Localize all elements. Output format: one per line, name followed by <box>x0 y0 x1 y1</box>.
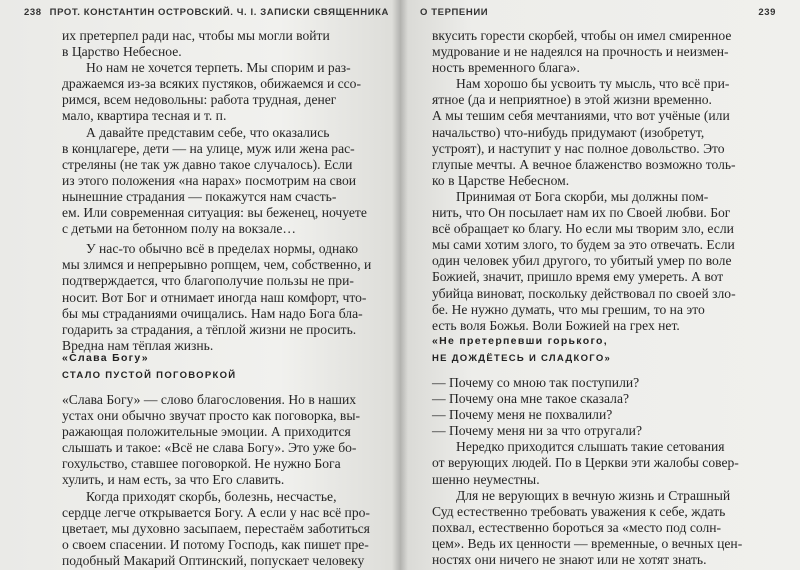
text-line: ем. Или современная ситуация: вы беженец, ночуете <box>62 205 367 221</box>
text-line: Для не верующих в вечную жизнь и Страшный <box>456 487 731 503</box>
text-line: ятное (да и неприятное) в этой жизни временно. <box>432 92 712 108</box>
text-line: от верующих людей. По в Церкви эти жалобы совер- <box>432 455 739 471</box>
text-line: Принимая от Бога скорби, мы должны пом- <box>456 188 709 204</box>
text-line: Но нам не хочется терпеть. Мы спорим и раз- <box>86 60 351 76</box>
text-line: бы мы страданиями очищались. Нам надо Бога бла- <box>62 305 363 321</box>
text-line: сердце легче открывается Богу. А если у нас всё про- <box>62 504 370 520</box>
heading-line: «Слава Богу» <box>62 352 149 364</box>
left-running-head-text: ПРОТ. КОНСТАНТИН ОСТРОВСКИЙ. Ч. I. ЗАПИСКИ СВЯЩЕННИКА <box>49 6 390 18</box>
text-line: У нас-то обычно всё в пределах нормы, однако <box>86 241 359 257</box>
text-line: А мы тешим себя мечтаниями, что вот учёные (или <box>432 108 730 124</box>
text-line: с детьми на бетонном полу на вокзале… <box>62 221 296 237</box>
left-page-number: 238 <box>24 6 42 18</box>
text-line: Суд естественно требовать уважения к себе, ждать <box>432 503 726 519</box>
right-text-block-a <box>432 28 736 334</box>
text-line: «Слава Богу» — слово благословения. Но в наших <box>62 392 357 407</box>
text-line: подобный Макарий Оптинский, попускает человеку <box>62 552 365 568</box>
right-page-number: 239 <box>758 6 776 18</box>
text-line: А давайте представим себе, что оказались <box>86 124 330 140</box>
text-line: цем». Ведь их ценности — временные, о вечных цен- <box>432 535 743 551</box>
left-text-block-a <box>62 28 372 354</box>
dialogue-line: — Почему меня не похвалили? <box>432 407 613 423</box>
text-line: Нередко приходится слышать такие сетования <box>456 439 725 455</box>
text-line: стреляны (не так уж давно такое случалось). Если <box>62 156 353 172</box>
text-line: устроят), и наступит у нас полное довольство. Это <box>432 140 725 156</box>
dialogue-line: — Почему меня ни за что отругали? <box>432 423 642 439</box>
left-text-block-b <box>62 392 370 569</box>
text-line: ражающая положительные эмоции. А приходится <box>62 424 351 440</box>
text-line: нить, что Он посылает нам их по Своей любви. Бог <box>432 205 731 221</box>
text-line: хулить, и нам есть, за что Его славить. <box>62 472 285 488</box>
text-line: есть воля Божья. Воли Божией на грех нет. <box>432 317 680 333</box>
heading-line: НЕ ДОЖДЁТЕСЬ И СЛАДКОГО» <box>432 353 612 364</box>
heading-line: «Не претерпевши горького, <box>432 335 608 347</box>
left-section-heading <box>62 350 362 384</box>
text-line: цветает, мы духовно засыпаем, перестаём заботиться <box>62 520 370 536</box>
dialogue-line: — Почему она мне такое сказала? <box>432 391 630 407</box>
right-text-block-b <box>432 375 743 568</box>
text-line: в концлагере, дети — на улице, муж или жена рас- <box>62 140 355 156</box>
text-line: ностях они ничего не знают или не хотят знать. <box>432 552 707 568</box>
text-line: Вредна нам тёплая жизнь. <box>62 337 214 353</box>
text-line: нынешние страдания — покажутся нам счасть- <box>62 188 337 204</box>
text-line: о своем спасении. И потому Господь, как пишет пре- <box>62 536 369 552</box>
book-gutter <box>392 0 408 570</box>
text-line: годарить за страдания, а тёплой жизни не просить. <box>62 321 357 337</box>
right-section-heading <box>432 333 732 367</box>
text-line: шенно неуместны. <box>432 471 540 487</box>
text-line: бе. Не нужно думать, что мы грешим, то на это <box>432 301 705 317</box>
text-line: Нам хорошо бы усвоить ту мысль, что всё при- <box>456 76 730 92</box>
heading-line: СТАЛО ПУСТОЙ ПОГОВОРКОЙ <box>62 370 237 381</box>
text-line: дражаемся из-за всяких пустяков, обижаемся и ссо- <box>62 76 362 92</box>
right-running-head <box>420 4 776 20</box>
text-line: один человек убил другого, то убитый умер по воле <box>432 253 732 269</box>
text-line: из этого положения «на нарах» посмотрим на свои <box>62 172 357 188</box>
dialogue-line: — Почему со мною так поступили? <box>432 375 640 390</box>
text-line: мы злимся и непрерывно ропщем, чем, собственно, и <box>62 257 372 273</box>
left-running-head <box>24 4 390 20</box>
text-line: Божией, значит, пришло время ему умереть. А вот <box>432 269 724 285</box>
text-line: гохульство, ставшее поговоркой. Не нужно Бога <box>62 456 341 472</box>
text-line: всё обращает ко благу. Но если мы творим зло, если <box>432 221 734 237</box>
text-line: устах они обычно звучат просто как поговорка, вы- <box>62 408 361 424</box>
text-line: ность временного блага». <box>432 60 580 76</box>
text-line: глупые мечты. А вечное блаженство возможно толь- <box>432 156 736 172</box>
text-line: мы сами хотим злого, то будем за это отвечать. Если <box>432 237 735 253</box>
text-line: их претерпел ради нас, чтобы мы могли войти <box>62 28 330 43</box>
right-running-head-text: О ТЕРПЕНИИ <box>420 6 489 18</box>
text-line: убийца виноват, поскольку действовал по своей зло- <box>432 285 736 301</box>
text-line: вкусить горести скорбей, чтобы он имел смиренное <box>432 28 732 43</box>
text-line: мудрование и не надеялся на прочность и неизмен- <box>432 44 729 60</box>
text-line: подтверждается, что благополучие пользы не при- <box>62 273 354 289</box>
text-line: в Царство Небесное. <box>62 44 182 60</box>
text-line: начальство) что-нибудь придумают (изобретут, <box>432 124 705 140</box>
text-line: слышать и такое: «Всё не слава Богу». Это уже бо- <box>62 440 357 456</box>
text-line: похвал, естественно бороться за «место под солн- <box>432 519 722 535</box>
text-line: мало, квартира тесная и т. п. <box>62 108 227 124</box>
text-line: римся, всем недовольны: работа трудная, денег <box>62 92 337 108</box>
text-line: Когда приходят скорбь, болезнь, несчастье, <box>86 488 337 504</box>
text-line: ко в Царстве Небесном. <box>432 172 570 188</box>
text-line: носит. Вот Бог и отнимает иногда наш комфорт, что- <box>62 289 367 305</box>
